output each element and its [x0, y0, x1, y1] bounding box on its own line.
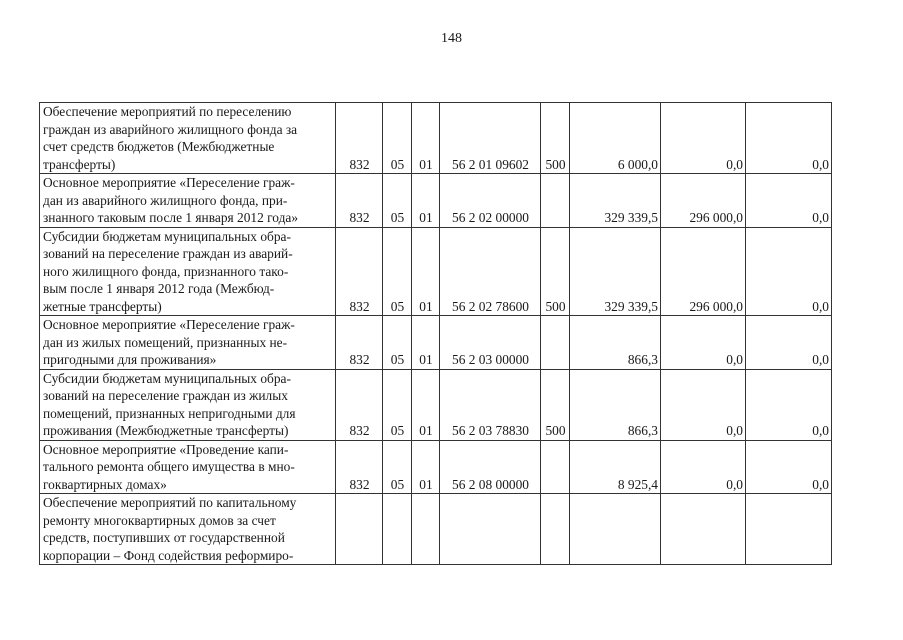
- cell-target-article: 56 2 03 00000: [440, 316, 541, 370]
- description-line: Основное мероприятие «Переселение граж-: [43, 317, 295, 332]
- cell-amount-year-3: 0,0: [746, 440, 832, 494]
- cell-amount-year-2: 296 000,0: [661, 227, 746, 316]
- cell-description: [40, 316, 336, 370]
- cell-ministry-code: 832: [336, 440, 383, 494]
- cell-amount-year-2: 0,0: [661, 316, 746, 370]
- description-line: ремонту многоквартирных домов за счет: [43, 512, 276, 528]
- cell-description: [40, 103, 336, 174]
- cell-amount-year-1: 329 339,5: [570, 227, 661, 316]
- description-line: знанного таковым после 1 января 2012 года»: [43, 210, 299, 225]
- cell-amount-year-2: 296 000,0: [661, 174, 746, 228]
- cell-ministry-code: 832: [336, 103, 383, 174]
- cell-target-article: 56 2 02 78600: [440, 227, 541, 316]
- cell-target-article: [440, 494, 541, 565]
- cell-target-article: 56 2 01 09602: [440, 103, 541, 174]
- description-line: тального ремонта общего имущества в мно-: [43, 459, 295, 474]
- cell-amount-year-2: 0,0: [661, 440, 746, 494]
- description-line: зований на переселение граждан из жилых: [43, 388, 288, 403]
- description-line: Основное мероприятие «Переселение граж-: [43, 175, 295, 190]
- description-line: Субсидии бюджетам муниципальных обра-: [43, 370, 291, 386]
- description-line: ного жилищного фонда, признанного тако-: [43, 263, 289, 279]
- cell-subsection-code: 01: [412, 103, 440, 174]
- cell-section-code: 05: [383, 103, 412, 174]
- table-row: [40, 227, 832, 316]
- table-row: [40, 369, 832, 440]
- description-line: зований на переселение граждан из аварий-: [43, 246, 293, 261]
- cell-amount-year-1: [570, 494, 661, 565]
- cell-subsection-code: 01: [412, 174, 440, 228]
- cell-amount-year-3: 0,0: [746, 174, 832, 228]
- description-line: граждан из аварийного жилищного фонда за: [43, 121, 298, 137]
- cell-amount-year-1: 6 000,0: [570, 103, 661, 174]
- table-row: [40, 440, 832, 494]
- cell-amount-year-1: 866,3: [570, 369, 661, 440]
- cell-section-code: [383, 494, 412, 565]
- cell-subsection-code: 01: [412, 369, 440, 440]
- cell-amount-year-3: 0,0: [746, 369, 832, 440]
- description-line: помещений, признанных непригодными для: [43, 405, 296, 421]
- cell-subsection-code: 01: [412, 440, 440, 494]
- cell-amount-year-1: 329 339,5: [570, 174, 661, 228]
- description-line: Субсидии бюджетам муниципальных обра-: [43, 228, 291, 244]
- cell-amount-year-3: [746, 494, 832, 565]
- cell-expense-type: [541, 316, 570, 370]
- cell-amount-year-2: 0,0: [661, 103, 746, 174]
- cell-expense-type: 500: [541, 227, 570, 316]
- cell-subsection-code: [412, 494, 440, 565]
- description-line: Обеспечение мероприятий по переселению: [43, 104, 292, 119]
- description-line: жетные трансферты): [43, 298, 162, 314]
- cell-amount-year-3: 0,0: [746, 316, 832, 370]
- table-row: [40, 174, 832, 228]
- cell-amount-year-2: 0,0: [661, 369, 746, 440]
- cell-description: [40, 227, 336, 316]
- table-row: [40, 494, 832, 565]
- cell-section-code: 05: [383, 369, 412, 440]
- cell-description: [40, 440, 336, 494]
- cell-amount-year-2: [661, 494, 746, 565]
- budget-table: [39, 102, 832, 565]
- cell-description: [40, 494, 336, 565]
- cell-ministry-code: 832: [336, 174, 383, 228]
- description-line: дан из жилых помещений, признанных не-: [43, 334, 288, 350]
- cell-ministry-code: 832: [336, 227, 383, 316]
- cell-expense-type: 500: [541, 369, 570, 440]
- cell-ministry-code: [336, 494, 383, 565]
- cell-ministry-code: 832: [336, 316, 383, 370]
- description-line: счет средств бюджетов (Межбюджетные: [43, 139, 275, 154]
- cell-section-code: 05: [383, 174, 412, 228]
- cell-section-code: 05: [383, 316, 412, 370]
- description-line: дан из аварийного жилищного фонда, при-: [43, 192, 288, 208]
- description-line: вым после 1 января 2012 года (Межбюд-: [43, 281, 275, 296]
- cell-section-code: 05: [383, 227, 412, 316]
- description-line: Обеспечение мероприятий по капитальному: [43, 495, 297, 510]
- cell-ministry-code: 832: [336, 369, 383, 440]
- cell-target-article: 56 2 02 00000: [440, 174, 541, 228]
- cell-target-article: 56 2 03 78830: [440, 369, 541, 440]
- description-line: Основное мероприятие «Проведение капи-: [43, 441, 289, 457]
- cell-amount-year-3: 0,0: [746, 227, 832, 316]
- cell-description: [40, 174, 336, 228]
- description-line: проживания (Межбюджетные трансферты): [43, 423, 289, 438]
- description-line: корпорации – Фонд содействия реформиро-: [43, 547, 294, 563]
- cell-expense-type: [541, 494, 570, 565]
- cell-expense-type: 500: [541, 103, 570, 174]
- cell-amount-year-3: 0,0: [746, 103, 832, 174]
- cell-amount-year-1: 866,3: [570, 316, 661, 370]
- description-line: трансферты): [43, 156, 116, 172]
- cell-section-code: 05: [383, 440, 412, 494]
- cell-target-article: 56 2 08 00000: [440, 440, 541, 494]
- cell-expense-type: [541, 174, 570, 228]
- cell-description: [40, 369, 336, 440]
- cell-subsection-code: 01: [412, 227, 440, 316]
- page-number: 148: [441, 31, 462, 46]
- cell-expense-type: [541, 440, 570, 494]
- description-line: гоквартирных домах»: [43, 476, 167, 492]
- table-row: [40, 316, 832, 370]
- table-row: [40, 103, 832, 174]
- cell-subsection-code: 01: [412, 316, 440, 370]
- description-line: средств, поступивших от государственной: [43, 530, 285, 545]
- cell-amount-year-1: 8 925,4: [570, 440, 661, 494]
- description-line: пригодными для проживания»: [43, 352, 217, 367]
